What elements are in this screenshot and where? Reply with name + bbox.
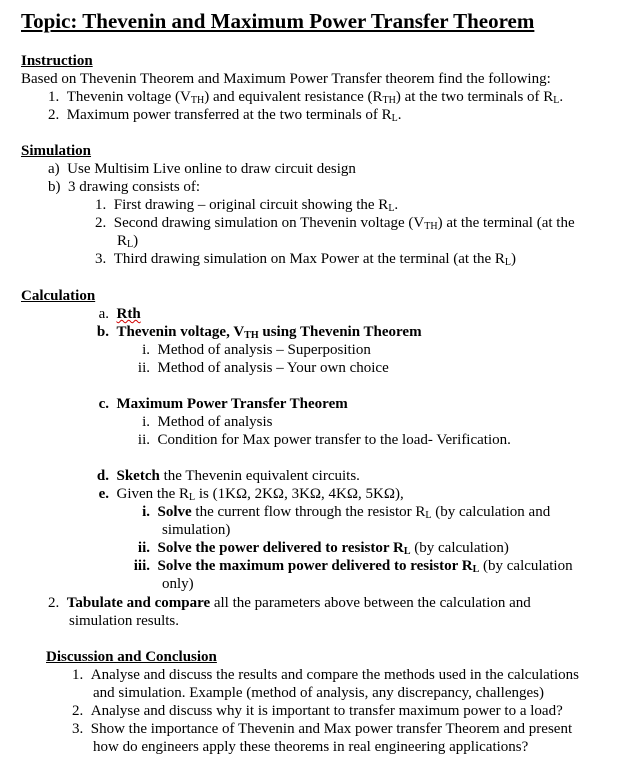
page-title: Topic: Thevenin and Maximum Power Transfer Theorem	[21, 9, 535, 33]
calculation-e-item-iii-cont: only)	[162, 576, 194, 592]
calculation-b-item-i: i. Method of analysis – Superposition	[142, 342, 371, 358]
discussion-item-1-cont: and simulation. Example (method of analysis, any discrepancy, challenges)	[93, 685, 544, 701]
instruction-item-1: 1. Thevenin voltage $(V_{TH})$ and equivalent resistance $(R_{TH})$ at the two terminals of $R_L$.	[48, 89, 564, 106]
instruction-intro: Based on Thevenin Theorem and Maximum Power Transfer theorem find the following:	[21, 71, 551, 87]
discussion-item-3: 3. Show the importance of Thevenin and Max power transfer Theorem and present	[72, 721, 573, 737]
simulation-heading: Simulation	[21, 143, 92, 159]
simulation-sub-2: 2. Second drawing simulation on Thevenin voltage $(V_{TH})$ at the terminal (at the	[95, 215, 575, 232]
simulation-sub-3: 3. Third drawing simulation on Max Power at the terminal (at the $R_L$)	[95, 251, 517, 268]
calculation-c-item-i: i. Method of analysis	[142, 414, 273, 430]
calculation-e-item-iii: iii. Solve the maximum power delivered to resistor $R_L$ (by calculation	[133, 558, 573, 575]
simulation-item-a: a) Use Multisim Live online to draw circuit design	[48, 161, 356, 177]
calculation-heading: Calculation	[21, 288, 96, 304]
calculation-e-item-i-cont: simulation)	[162, 522, 231, 538]
calculation-c-item-ii: ii. Condition for Max power transfer to the load- Verification.	[137, 432, 511, 448]
simulation-item-b: b) 3 drawing consists of:	[48, 179, 201, 195]
simulation-sub-1: 1. First drawing – original circuit showing the $R_L$.	[95, 197, 399, 214]
discussion-item-2: 2. Analyse and discuss why it is important to transfer maximum power to a load?	[72, 703, 563, 719]
calculation-e-item-ii: ii. Solve the power delivered to resistor $R_L$ (by calculation)	[137, 540, 509, 557]
discussion-heading: Discussion and Conclusion	[46, 649, 217, 665]
calculation-item-2-cont: simulation results.	[69, 613, 179, 629]
simulation-sub-2-cont: $R_L$)	[117, 233, 139, 250]
calculation-e-item-i: i. Solve the current flow through the resistor $R_L$ (by calculation and	[142, 504, 551, 521]
calculation-item-2: 2. Tabulate and compare all the parameters above between the calculation and	[48, 595, 531, 611]
calculation-item-b: b. Thevenin voltage, $V_{TH}$ using Thevenin Theorem	[96, 324, 422, 341]
calculation-b-item-ii: ii. Method of analysis – Your own choice	[137, 360, 389, 376]
calculation-item-a: a. Rth	[98, 306, 141, 322]
calculation-item-e: e. Given the $R_L$ is (1KΩ, 2KΩ, 3KΩ, 4KΩ, 5KΩ),	[98, 486, 404, 503]
calculation-item-c: c. Maximum Power Transfer Theorem	[98, 396, 348, 412]
instruction-heading: Instruction	[21, 53, 93, 69]
discussion-item-1: 1. Analyse and discuss the results and compare the methods used in the calculations	[72, 667, 579, 683]
discussion-item-3-cont: how do engineers apply these theorems in real engineering applications?	[93, 739, 529, 755]
calculation-item-d: d. Sketch the Thevenin equivalent circuits.	[96, 468, 360, 484]
instruction-item-2: 2. Maximum power transferred at the two terminals of $R_L$.	[48, 107, 402, 124]
